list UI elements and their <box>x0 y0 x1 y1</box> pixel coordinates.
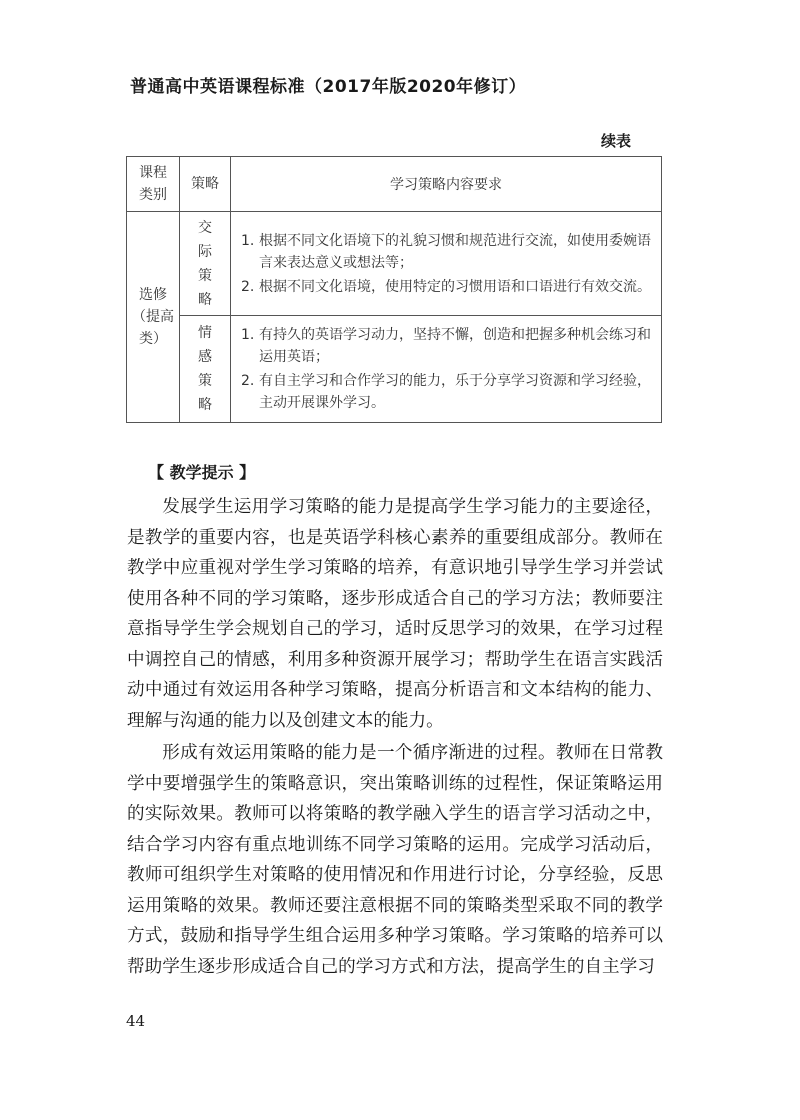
page-number: 44 <box>126 1012 146 1030</box>
category-cell <box>127 212 180 423</box>
header-course-category-line1: 课程 <box>139 165 167 181</box>
category-line2: （提高 <box>132 309 174 325</box>
strategy-char: 略 <box>198 397 212 413</box>
learning-strategy-table <box>126 156 662 423</box>
table-row <box>127 316 662 423</box>
strategy-char: 交 <box>198 219 212 236</box>
requirements-list <box>231 316 661 422</box>
strategy-char: 情 <box>198 325 212 341</box>
requirements-cell <box>231 316 662 423</box>
strategy-char: 略 <box>198 291 212 308</box>
item-text: 根据不同文化语境下的礼貌习惯和规范进行交流，如使用委婉语言来表达意义或想法等； <box>259 232 651 271</box>
header-strategy: 策略 <box>180 157 231 212</box>
running-header-title: 普通高中英语课程标准（2017年版2020年修订） <box>130 77 527 97</box>
item-number: 1. <box>241 232 255 249</box>
header-course-category <box>127 157 180 212</box>
body-paragraph: 发展学生运用学习策略的能力是提高学生学习能力的主要途径，是教学的重要内容，也是英语学科核心素养的重要组成部分。教师在教学中应重视对学生学习策略的培养，有意识地引导学生学习并尝试使用各种不同的学习策略，逐步形成适合自己的学习方法；教师要注意指导学生学会规划自己的学习，适时反思学习的效果，在学习过程中调控自己的情感，利用多种资源开展学习；帮助学生在语言实践活动中通过有效运用各种学习策略，提高分析语言和文本结构的能力、理解与沟通的能力以及创建文本的能力。 <box>127 497 663 731</box>
strategy-cell-affective <box>180 316 231 423</box>
list-item <box>241 370 653 414</box>
item-number: 2. <box>241 373 255 389</box>
header-course-category-line2: 类别 <box>139 187 167 203</box>
body-paragraph: 形成有效运用策略的能力是一个循序渐进的过程。教师在日常教学中要增强学生的策略意识，突出策略训练的过程性，保证策略运用的实际效果。教师可以将策略的教学融入学生的语言学习活动之中，结合学习内容有重点地训练不同学习策略的运用。完成学习活动后，教师可组织学生对策略的使用情况和作用进行讨论，分享经验，反思运用策略的效果。教师还要注意根据不同的策略类型采取不同的教学方式，鼓励和指导学生组合运用多种学习策略。学习策略的培养可以帮助学生逐步形成适合自己的学习方式和方法，提高学生的自主学习 <box>127 743 663 977</box>
item-number: 2. <box>241 278 255 295</box>
header-content-requirements: 学习策略内容要求 <box>231 157 662 212</box>
item-text: 有自主学习和合作学习的能力，乐于分享学习资源和学习经验，主动开展课外学习。 <box>259 373 651 411</box>
section-title-teaching-tips: 【 教学提示 】 <box>148 463 256 482</box>
table-header-row <box>127 157 662 212</box>
strategy-cell-communication <box>180 212 231 316</box>
item-number: 1. <box>241 327 255 343</box>
list-item <box>241 230 653 274</box>
category-line1: 选修 <box>139 287 167 303</box>
strategy-char: 策 <box>198 267 212 284</box>
list-item <box>241 276 653 298</box>
table-row <box>127 212 662 316</box>
table-continued-label: 续表 <box>601 132 632 150</box>
category-line3: 类） <box>139 331 167 347</box>
strategy-char: 感 <box>198 349 212 365</box>
item-text: 根据不同文化语境，使用特定的习惯用语和口语进行有效交流。 <box>259 278 651 295</box>
strategy-char: 策 <box>198 373 212 389</box>
requirements-cell <box>231 212 662 316</box>
list-item <box>241 324 653 368</box>
item-text: 有持久的英语学习动力，坚持不懈，创造和把握多种机会练习和运用英语； <box>259 327 651 365</box>
requirements-list <box>231 222 661 306</box>
strategy-char: 际 <box>198 243 212 260</box>
